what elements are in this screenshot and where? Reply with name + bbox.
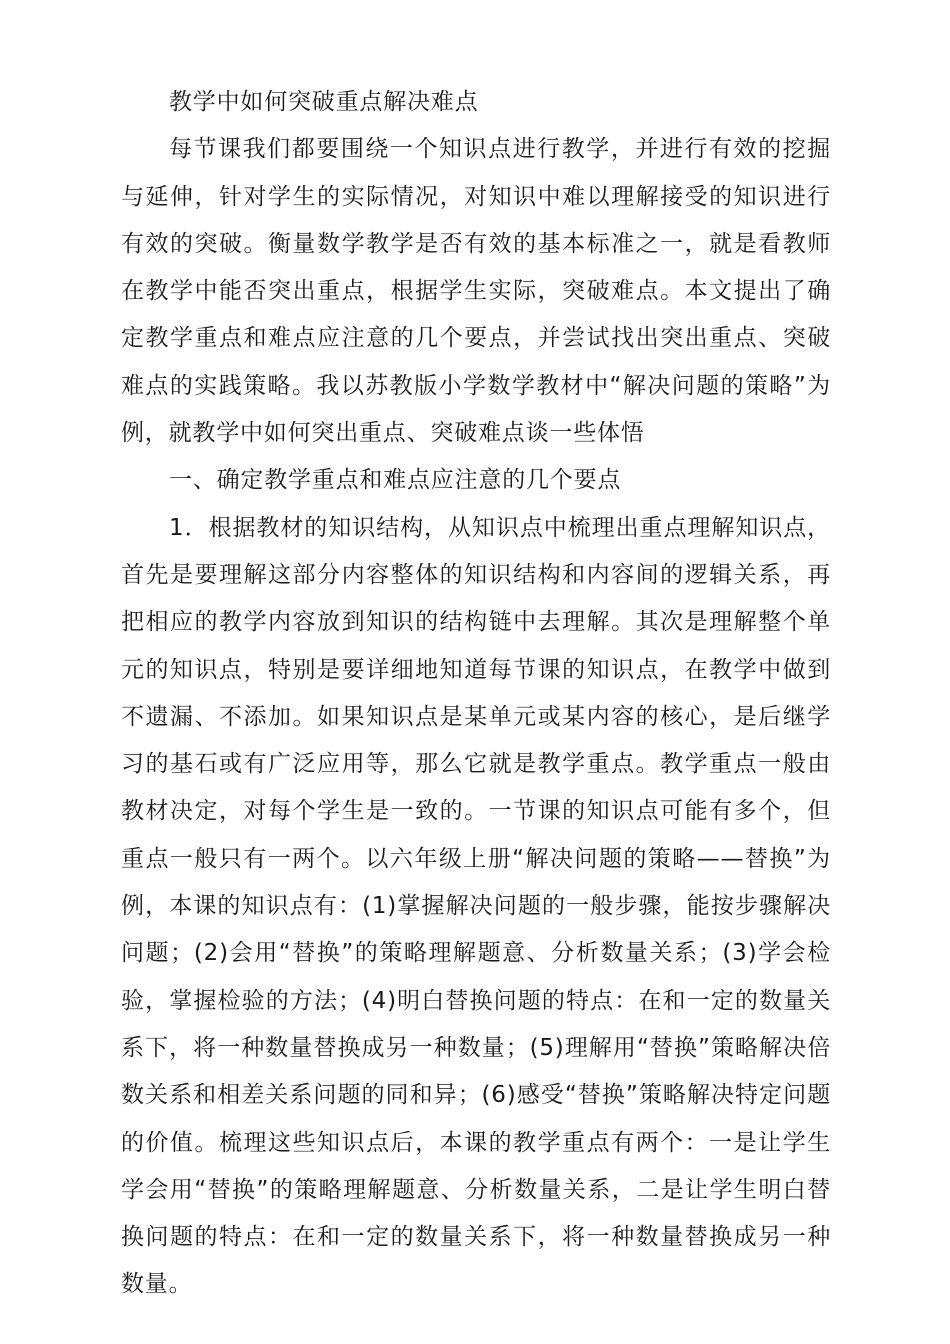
document-title: 教学中如何突破重点解决难点 [169, 89, 479, 115]
section-heading-1: 一、确定教学重点和难点应注意的几个要点 [169, 467, 622, 494]
document-body [121, 79, 831, 1309]
paragraph-intro: 每节课我们都要围绕一个知识点进行教学，并进行有效的挖掘与延伸，针对学生的实际情况，对知识中难以理解接受的知识进行有效的突破。衡量数学教学是否有效的基本标准之一，就是看教师在教学中能否突出重点，根据学生实际，突破难点。本文提出了确定教学重点和难点应注意的几个要点，并尝试找出突出重点、突破难点的实践策略。我以苏教版小学数学教材中“解决问题的策略”为例，就教学中如何突出重点、突破难点谈一些体悟 [121, 136, 831, 447]
paragraph-point-1: 1．根据教材的知识结构，从知识点中梳理出重点理解知识点，首先是要理解这部分内容整体的知识结构和内容间的逻辑关系，再把相应的教学内容放到知识的结构链中去理解。其次是理解整个单元的知识点，特别是要详细地知道每节课的知识点，在教学中做到不遗漏、不添加。如果知识点是某单元或某内容的核心，是后继学习的基石或有广泛应用等，那么它就是教学重点。教学重点一般由教材决定，对每个学生是一致的。一节课的知识点可能有多个，但重点一般只有一两个。以六年级上册“解决问题的策略——替换”为例，本课的知识点有：(1)掌握解决问题的一般步骤，能按步骤解决问题；(2)会用“替换”的策略理解题意、分析数量关系；(3)学会检验，掌握检验的方法；(4)明白替换问题的特点：在和一定的数量关系下，将一种数量替换成另一种数量；(5)理解用“替换”策略解决倍数关系和相差关系问题的同和异；(6)感受“替换”策略解决特定问题的价值。梳理这些知识点后，本课的教学重点有两个：一是让学生学会用“替换”的策略理解题意、分析数量关系，二是让学生明白替换问题的特点：在和一定的数量关系下，将一种数量替换成另一种数量。 [121, 514, 831, 1298]
